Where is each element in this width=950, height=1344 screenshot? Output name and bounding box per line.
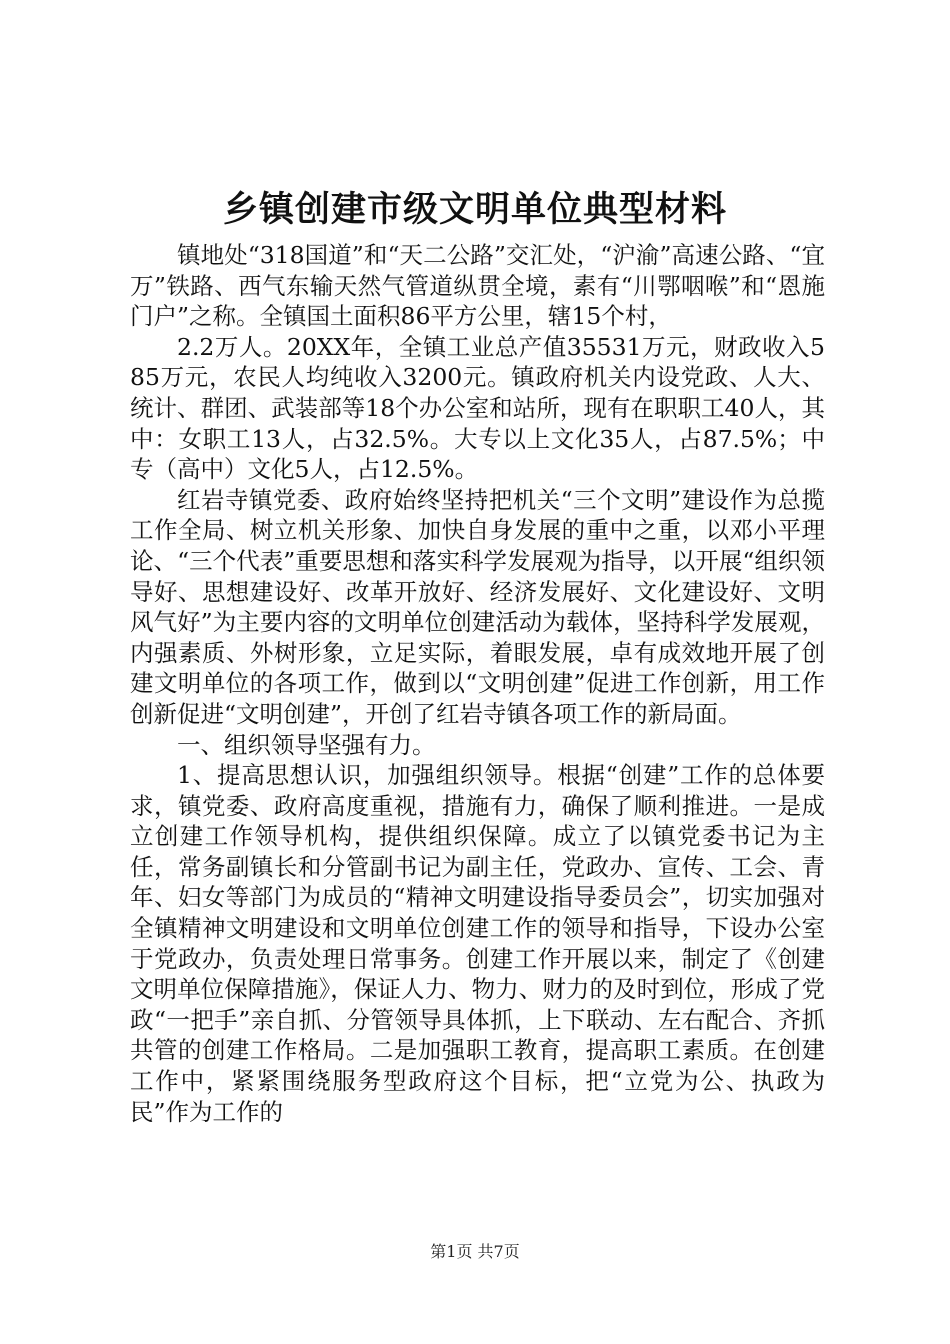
document-title: 乡镇创建市级文明单位典型材料 xyxy=(222,189,727,230)
paragraph-overview: 红岩寺镇党委、政府始终坚持把机关“三个文明”建设作为总揽工作全局、树立机关形象、加快自身发展的重中之重，以邓小平理论、“三个代表”重要思想和落实科学发展观为指导，以开展“组织领导好、思想建设好、改革开放好、经济发展好、文化建设好、文明风气好”为主要内容的文明单位创建活动为载体，坚持科学发展观，内强素质、外树形象，立足实际，着眼发展，卓有成效地开展了创建文明单位的各项工作，做到以“文明创建”促进工作创新，用工作创新促进“文明创建”，开创了红岩寺镇各项工作的新局面。 xyxy=(130,485,825,728)
document-body xyxy=(130,240,825,1127)
paragraph-location: 镇地处“318国道”和“天二公路”交汇处，“沪渝”高速公路、“宜万”铁路、西气东输天然气管道纵贯全境，素有“川鄂咽喉”和“恩施门户”之称。全镇国土面积86平方公里，辖15个村， xyxy=(130,241,825,331)
page-number-footer: 第1页 共7页 xyxy=(430,1242,520,1261)
paragraph-organization: 1、提高思想认识，加强组织领导。根据“创建”工作的总体要求，镇党委、政府高度重视，措施有力，确保了顺利推进。一是成立创建工作领导机构，提供组织保障。成立了以镇党委书记为主任，常务副镇长和分管副书记为副主任，党政办、宣传、工会、青年、妇女等部门为成员的“精神文明建设指导委员会”，切实加强对全镇精神文明建设和文明单位创建工作的领导和指导，下设办公室于党政办，负责处理日常事务。创建工作开展以来，制定了《创建文明单位保障措施》，保证人力、物力、财力的及时到位，形成了党政“一把手”亲自抓、分管领导具体抓，上下联动、左右配合、齐抓共管的创建工作格局。二是加强职工教育，提高职工素质。在创建工作中，紧紧围绕服务型政府这个目标，把“立党为公、执政为民”作为工作的 xyxy=(130,761,825,1126)
paragraph-statistics: 2.2万人。20XX年，全镇工业总产值35531万元，财政收入585万元，农民人均纯收入3200元。镇政府机关内设党政、人大、统计、群团、武装部等18个办公室和站所，现有在职职工40人，其中：女职工13人，占32.5%。大专以上文化35人，占87.5%；中专（高中）文化5人，占12.5%。 xyxy=(130,332,825,484)
section-heading-1: 一、组织领导坚强有力。 xyxy=(177,730,436,759)
